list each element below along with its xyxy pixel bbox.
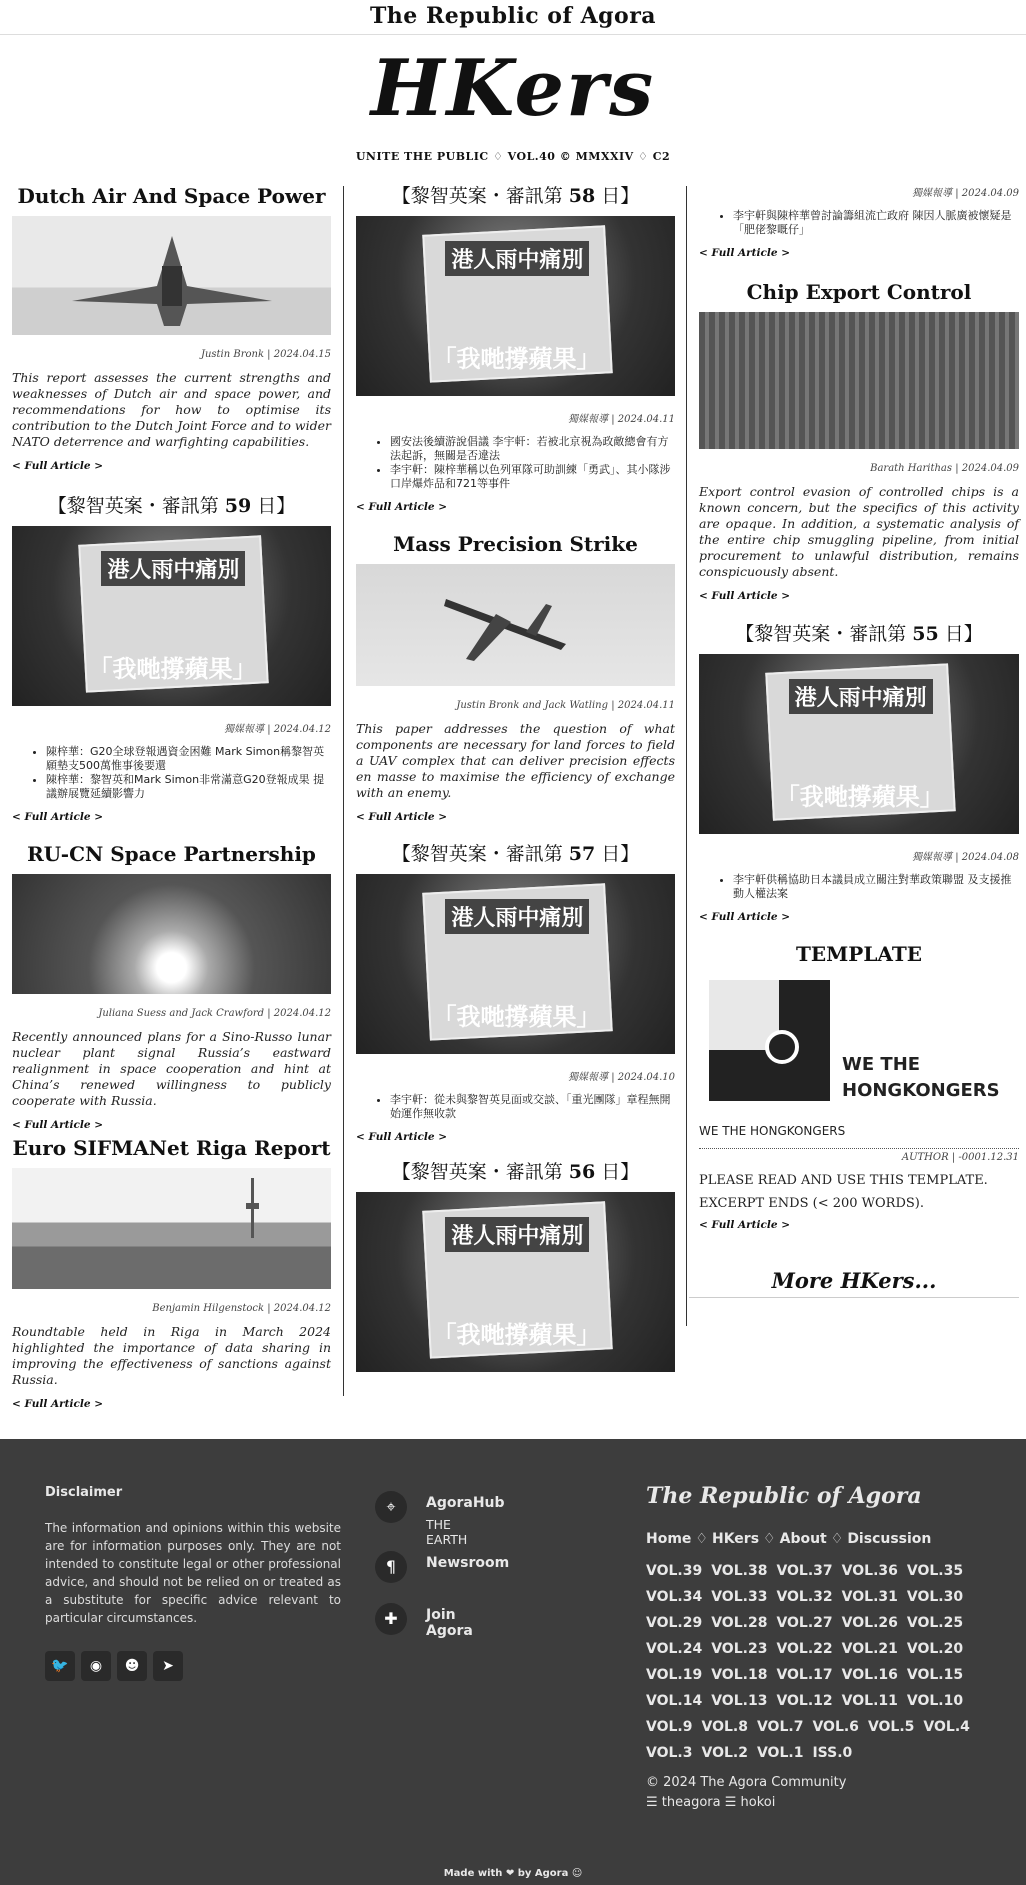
volume-link[interactable]: VOL.4	[923, 1719, 970, 1735]
nav-label: AgoraHub	[426, 1495, 505, 1511]
title-prefix: 【黎智英案・審訊第	[735, 623, 913, 645]
volume-link[interactable]: VOL.9	[646, 1719, 693, 1735]
article-byline: 獨媒報導 | 2024.04.10	[568, 1072, 675, 1083]
jet-photo	[12, 216, 331, 335]
article-title[interactable]: Euro SIFMANet Riga Report	[12, 1136, 331, 1160]
volume-link[interactable]: ISS.0	[812, 1745, 853, 1761]
article-card	[356, 182, 675, 513]
title-prefix: 【黎智英案・審訊第	[47, 495, 225, 517]
paragraph-icon: ¶	[375, 1551, 407, 1583]
article-byline: 獨媒報導 | 2024.04.09	[912, 188, 1019, 199]
more-hkers-link[interactable]: More HKers...	[689, 1268, 1019, 1298]
volume-link[interactable]: VOL.21	[841, 1641, 898, 1657]
volume-link[interactable]: VOL.19	[646, 1667, 703, 1683]
volume-link[interactable]: VOL.33	[711, 1589, 768, 1605]
article-abstract: This report assesses the current strengths and weaknesses of Dutch air and space power, and recommendations for how to optimise its contribution to the Dutch Joint Force and to wider NATO deterrence and warfighting capabilities.	[12, 370, 331, 449]
social-links	[45, 1651, 189, 1681]
volume-link[interactable]: VOL.36	[841, 1563, 898, 1579]
volume-link[interactable]: VOL.15	[906, 1667, 964, 1683]
article-title[interactable]	[12, 492, 331, 520]
title-day: 56	[568, 1161, 596, 1183]
bullet-item: • 陳梓華：黎智英和Mark Simon非常滿意G20登報成果 提議辦展覽延續影響力	[46, 773, 331, 801]
newspaper-headline: 港人雨中痛別	[101, 551, 245, 586]
volume-link[interactable]: VOL.10	[906, 1693, 964, 1709]
title-prefix: 【黎智英案・審訊第	[391, 185, 569, 207]
uav-image	[356, 564, 675, 686]
newspaper-photo	[356, 216, 675, 396]
title-day: 55	[912, 623, 939, 645]
article-abstract: Recently announced plans for a Sino-Russo lunar nuclear plant signal Russia’s eastward realignment in space cooperation and hint at China’s renewed willingness to publicly cooperate with Russia.	[12, 1029, 331, 1108]
logo-circle	[765, 1030, 799, 1064]
template-name: WE THE HONGKONGERS	[699, 1124, 846, 1138]
logo-mark	[709, 980, 830, 1101]
made-with-note: Made with ❤ by Agora ☺	[443, 1868, 583, 1879]
article-bullets	[699, 209, 1019, 237]
volume-link[interactable]: VOL.2	[701, 1745, 748, 1761]
full-article-link[interactable]: < Full Article >	[12, 1398, 104, 1410]
github-icon[interactable]: ◉	[81, 1651, 111, 1681]
logo-line: HONGKONGERS	[842, 1080, 1000, 1101]
article-title[interactable]	[699, 620, 1019, 648]
telegram-icon[interactable]: ➤	[153, 1651, 183, 1681]
volume-link[interactable]: VOL.1	[756, 1745, 804, 1761]
full-article-link[interactable]: < Full Article >	[356, 501, 448, 513]
article-title[interactable]: Dutch Air And Space Power	[17, 184, 326, 208]
nav-label: Join Agora	[426, 1607, 473, 1639]
column-divider	[686, 186, 687, 1326]
volume-links	[646, 1558, 986, 1766]
article-card	[699, 940, 1019, 1231]
article-bullets	[699, 873, 1019, 901]
site-footer	[0, 1439, 1026, 1885]
drone-photo	[356, 564, 675, 686]
newspaper-photo	[356, 1192, 675, 1372]
title-day: 57	[568, 843, 596, 865]
nav-label: Newsroom	[426, 1555, 510, 1571]
site-brand[interactable]: The Republic of Agora	[369, 3, 657, 29]
volume-link[interactable]: VOL.18	[711, 1667, 768, 1683]
volume-link[interactable]: VOL.39	[646, 1563, 703, 1579]
full-article-link[interactable]: < Full Article >	[12, 460, 104, 472]
article-card	[12, 840, 331, 1131]
article-byline: 獨媒報導 | 2024.04.08	[912, 852, 1019, 863]
title-suffix: 日】	[595, 1161, 640, 1183]
bullet-item: • 李宇軒：從未與黎智英見面或交談、「重光團隊」章程無開始運作無收款	[390, 1093, 675, 1121]
site-topbar	[0, 0, 1026, 35]
volume-link[interactable]: VOL.5	[867, 1719, 915, 1735]
menu-home[interactable]: Home	[646, 1531, 692, 1547]
title-suffix: 日】	[595, 185, 640, 207]
more-hkers-section	[689, 1268, 1019, 1298]
article-title[interactable]: Mass Precision Strike	[393, 532, 638, 556]
article-byline: Benjamin Hilgenstock | 2024.04.12	[152, 1303, 331, 1314]
bullet-item: • 國安法後續游說倡議 李宇軒：若被北京視為政敵總會有方法起訴，無關是否違法	[390, 435, 675, 463]
volume-link[interactable]: VOL.23	[711, 1641, 768, 1657]
volume-link[interactable]: VOL.16	[841, 1667, 898, 1683]
menu-separator: ♢	[695, 1531, 708, 1547]
article-byline: 獨媒報導 | 2024.04.12	[224, 724, 331, 735]
bullet-item: • 陳梓華：G20全球登報遇資金困難 Mark Simon稱黎智英願墊支500萬惟事後要還	[46, 745, 331, 773]
full-article-link[interactable]: < Full Article >	[12, 1119, 104, 1131]
volume-link[interactable]: VOL.13	[711, 1693, 768, 1709]
article-bullets	[356, 1093, 675, 1121]
newspaper-slogan: 「我哋撐蘋果」	[432, 1321, 601, 1350]
title-prefix: 【黎智英案・審訊第	[391, 843, 569, 865]
newspaper-photo	[356, 874, 675, 1054]
volume-link[interactable]: VOL.7	[756, 1719, 804, 1735]
masthead-tagline: UNITE THE PUBLIC ♢ VOL.40 © MMXXIV ♢ C2	[355, 150, 671, 163]
menu-separator: ♢	[830, 1531, 844, 1547]
article-title[interactable]: TEMPLATE	[796, 942, 922, 966]
copyright-block	[646, 1773, 846, 1813]
full-article-link[interactable]: < Full Article >	[356, 1131, 448, 1143]
masthead	[0, 44, 1026, 163]
menu-separator: ♢	[763, 1531, 776, 1547]
article-bullets	[356, 435, 675, 491]
full-article-link[interactable]: < Full Article >	[12, 811, 104, 823]
bullet-item: • 李宇軒供稱協助日本議員成立關注對華政策聯盟 及支援推動人權法案	[733, 873, 1019, 901]
article-card	[12, 182, 331, 472]
bullet-item: • 李宇軒與陳梓華曾討論籌組流亡政府 陳因人脈廣被懷疑是「肥佬黎嘅仔」	[733, 209, 1019, 237]
article-card	[356, 840, 675, 1143]
volume-link[interactable]: VOL.29	[646, 1615, 703, 1631]
article-byline: Justin Bronk | 2024.04.15	[200, 349, 331, 360]
volume-link[interactable]: VOL.11	[841, 1693, 898, 1709]
newspaper-slogan: 「我哋撐蘋果」	[432, 1003, 601, 1032]
article-card	[699, 278, 1019, 602]
newspaper-headline: 港人雨中痛別	[789, 679, 933, 714]
newspaper-photo	[12, 526, 331, 706]
full-article-link[interactable]: < Full Article >	[699, 247, 791, 259]
credits-links[interactable]: ☰ theagora ☰ hokoi	[646, 1795, 776, 1810]
volume-link[interactable]: VOL.22	[776, 1641, 833, 1657]
article-card	[12, 492, 331, 823]
full-article-link[interactable]: < Full Article >	[699, 911, 791, 923]
logo-wordmark	[842, 1052, 1000, 1104]
twitter-icon[interactable]: 🐦	[45, 1651, 75, 1681]
volume-link[interactable]: VOL.34	[646, 1589, 703, 1605]
volume-link[interactable]: VOL.6	[812, 1719, 859, 1735]
article-abstract: This paper addresses the question of what components are necessary for land forces to field a UAV complex that can deliver precision effects en masse to maximise the efficiency of exchange with an enemy.	[356, 721, 675, 800]
article-byline: Juliana Suess and Jack Crawford | 2024.04.12	[98, 1008, 331, 1019]
newspaper-slogan: 「我哋撐蘋果」	[775, 783, 944, 812]
volume-link[interactable]: VOL.32	[776, 1589, 833, 1605]
disclaimer-title: Disclaimer	[45, 1485, 123, 1500]
logo-line: WE THE	[842, 1054, 921, 1075]
nav-sublabel: THE EARTH	[426, 1517, 468, 1547]
article-abstract: Roundtable held in Riga in March 2024 highlighted the importance of data sharing in improving the effectiveness of sanctions against Russia.	[12, 1324, 331, 1387]
newspaper-headline: 港人雨中痛別	[445, 1217, 589, 1252]
tv-tower-image	[12, 1168, 331, 1289]
volume-link[interactable]: VOL.27	[776, 1615, 833, 1631]
template-line: PLEASE READ AND USE THIS TEMPLATE.	[699, 1173, 988, 1188]
newspaper-slogan: 「我哋撐蘋果」	[432, 345, 601, 374]
menu-about[interactable]: About	[779, 1531, 827, 1547]
menu-hkers[interactable]: HKers	[711, 1531, 760, 1547]
volume-link[interactable]: VOL.28	[711, 1615, 768, 1631]
volume-link[interactable]: VOL.8	[701, 1719, 748, 1735]
volume-link[interactable]: VOL.31	[841, 1589, 898, 1605]
volume-link[interactable]: VOL.17	[776, 1667, 833, 1683]
column-divider	[343, 186, 344, 1396]
fighter-jet-image	[12, 216, 331, 335]
menu-discussion[interactable]: Discussion	[847, 1531, 932, 1547]
article-bullets	[12, 745, 331, 801]
article-byline: 獨媒報導 | 2024.04.11	[568, 414, 675, 425]
volume-link[interactable]: VOL.12	[776, 1693, 833, 1709]
title-suffix: 日】	[595, 843, 640, 865]
disclaimer-text: The information and opinions within this website are for information purposes only. They are not intended to constitute legal or other professional advice, and should not be relied on or treated as a substitute for specific advice relevant to particular circumstances.	[45, 1521, 341, 1625]
article-card	[356, 530, 675, 823]
article-byline: AUTHOR | -0001.12.31	[901, 1152, 1019, 1163]
volume-link[interactable]: VOL.24	[646, 1641, 703, 1657]
volume-link[interactable]: VOL.25	[906, 1615, 964, 1631]
newspaper-photo	[699, 654, 1019, 834]
article-title[interactable]	[356, 182, 675, 210]
volume-link[interactable]: VOL.38	[711, 1563, 768, 1579]
copyright-text: © 2024 The Agora Community	[646, 1775, 847, 1790]
article-card	[356, 1158, 675, 1372]
volume-link[interactable]: VOL.35	[906, 1563, 964, 1579]
article-byline: Barath Harithas | 2024.04.09	[870, 463, 1019, 474]
article-title[interactable]	[356, 840, 675, 868]
title-day: 59	[224, 495, 252, 517]
newspaper-slogan: 「我哋撐蘋果」	[88, 655, 257, 684]
article-card	[699, 182, 1019, 259]
volume-link[interactable]: VOL.20	[906, 1641, 964, 1657]
title-prefix: 【黎智英案・審訊第	[391, 1161, 569, 1183]
puzzle-icon: ✚	[375, 1603, 407, 1635]
hkers-logo: HKers	[370, 43, 656, 134]
volume-link[interactable]: VOL.3	[646, 1745, 693, 1761]
rocket-launch-photo	[12, 874, 331, 994]
template-logo-image	[699, 974, 1019, 1114]
template-line: EXCERPT ENDS (< 200 WORDS).	[699, 1196, 924, 1211]
title-suffix: 日】	[938, 623, 983, 645]
template-text	[699, 1169, 1019, 1215]
footer-menu	[646, 1531, 931, 1547]
full-article-link[interactable]: < Full Article >	[356, 811, 448, 823]
full-article-link[interactable]: < Full Article >	[699, 590, 791, 602]
article-title[interactable]: Chip Export Control	[746, 280, 972, 304]
reddit-icon[interactable]: ☻	[117, 1651, 147, 1681]
article-title[interactable]: RU-CN Space Partnership	[27, 842, 316, 866]
volume-link[interactable]: VOL.26	[841, 1615, 898, 1631]
bullet-item: • 李宇軒：陳梓華稱以色列軍隊可助訓練「勇武」、其小隊涉口岸爆炸品和721等事件	[390, 463, 675, 491]
newspaper-headline: 港人雨中痛別	[445, 241, 589, 276]
location-pin-icon: ⌖	[375, 1491, 407, 1523]
full-article-link[interactable]: < Full Article >	[699, 1219, 791, 1231]
volume-link[interactable]: VOL.14	[646, 1693, 703, 1709]
title-suffix: 日】	[251, 495, 296, 517]
volume-link[interactable]: VOL.37	[776, 1563, 833, 1579]
article-byline: Justin Bronk and Jack Watling | 2024.04.11	[456, 700, 675, 711]
volume-link[interactable]: VOL.30	[906, 1589, 964, 1605]
circuit-board-photo	[699, 312, 1019, 449]
article-card	[12, 1134, 331, 1410]
article-title[interactable]	[356, 1158, 675, 1186]
article-card	[699, 620, 1019, 923]
article-abstract: Export control evasion of controlled chips is a known concern, but the specifics of this activity are opaque. In addition, a systematic analysis of the entire chip smuggling pipeline, from initial procurement to unlawful distribution, remains conspicuously absent.	[699, 484, 1019, 579]
title-day: 58	[568, 185, 596, 207]
dotted-divider	[699, 1148, 1019, 1149]
footer-brand[interactable]: The Republic of Agora	[646, 1483, 922, 1509]
riga-cityscape-photo	[12, 1168, 331, 1289]
newspaper-headline: 港人雨中痛別	[445, 899, 589, 934]
